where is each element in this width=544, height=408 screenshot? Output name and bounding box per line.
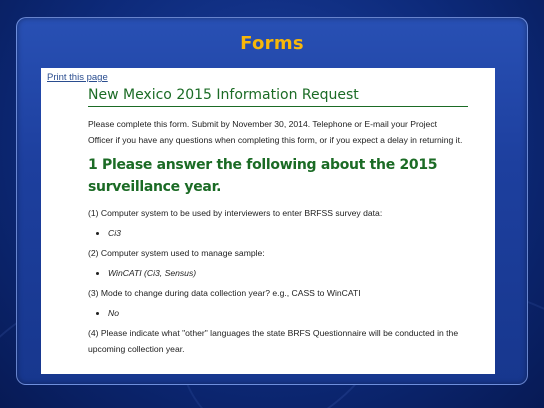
answer-list-1: [88, 225, 468, 241]
answer-3: • No: [108, 305, 468, 321]
question-1: (1) Computer system to be used by interviewers to enter BRFSS survey data:: [88, 208, 383, 218]
question-3: (3) Mode to change during data collection year? e.g., CASS to WinCATI: [88, 288, 361, 298]
intro-text: Please complete this form. Submit by November 30, 2014. Telephone or E-mail your Project Officer if you have any questions when completing this form, or if you expect a delay in returning it.: [88, 119, 463, 145]
print-page-link[interactable]: Print this page: [47, 72, 108, 83]
form-screenshot: [41, 68, 495, 374]
answer-2: • WinCATI (Ci3, Sensus): [108, 265, 468, 281]
slide-title: Forms: [240, 33, 304, 54]
question-4: (4) Please indicate what "other" languages the state BRFS Questionnaire will be conducted in the upcoming collection year.: [88, 328, 459, 354]
answer-list-3: [88, 305, 468, 321]
question-2: (2) Computer system used to manage sample:: [88, 248, 265, 258]
form-content: [88, 86, 468, 361]
section-heading: 1 Please answer the following about the 2015 surveillance year.: [88, 157, 438, 195]
page-title: New Mexico 2015 Information Request: [88, 86, 468, 107]
answer-1: • Ci3: [108, 225, 468, 241]
answer-list-2: [88, 265, 468, 281]
